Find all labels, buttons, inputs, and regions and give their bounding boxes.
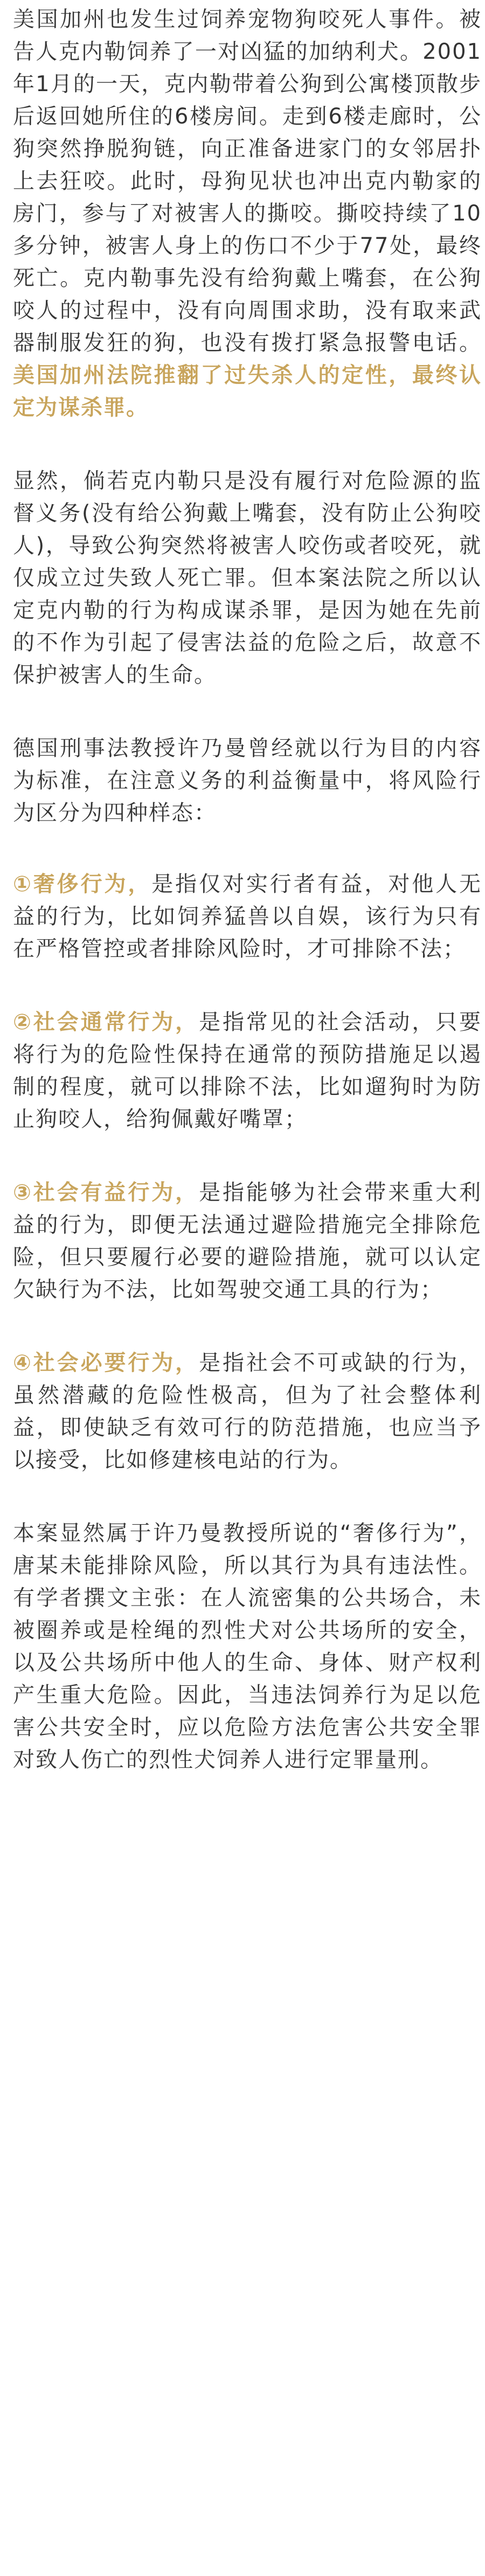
- paragraph-analysis: [13, 465, 482, 691]
- luxury-behavior-text: 是指仅对实行者有益，对他人无益的行为，比如饲养猛兽以自娱，该行为只有在严格管控或者排除风险时，才可排除不法；: [13, 872, 482, 961]
- paragraph-beneficial-behavior: [13, 1176, 482, 1306]
- paragraph-case-facts: [13, 3, 482, 424]
- beneficial-behavior-heading: ③社会有益行为，: [13, 1180, 199, 1205]
- case-facts-text: 美国加州也发生过饲养宠物狗咬死人事件。被告人克内勒饲养了一对凶猛的加纳利犬。2001年1月的一天，克内勒带着公狗到公寓楼顶散步后返回她所住的6楼房间。走到6楼走廊时，公狗突然挣脱狗链，向正准备进家门的女邻居扑上去狂咬。此时，母狗见状也冲出克内勒家的房门，参与了对被害人的撕咬。撕咬持续了10多分钟，被害人身上的伤口不少于77处，最终死亡。克内勒事先没有给狗戴上嘴套，在公狗咬人的过程中，没有向周围求助，没有取来武器制服发狂的狗，也没有拨打紧急报警电话。: [13, 7, 482, 355]
- luxury-behavior-heading: ①奢侈行为，: [13, 872, 152, 897]
- paragraph-schunemann-intro: [13, 732, 482, 829]
- paragraph-conclusion: [13, 1517, 482, 1776]
- schunemann-intro-text: 德国刑事法教授许乃曼曾经就以行为目的内容为标准，在注意义务的利益衡量中，将风险行为区分为四种样态：: [13, 736, 482, 825]
- necessary-behavior-text: 是指社会不可或缺的行为，虽然潜藏的危险性极高，但为了社会整体利益，即使缺乏有效可行的防范措施，也应当予以接受，比如修建核电站的行为。: [13, 1351, 482, 1472]
- paragraph-necessary-behavior: [13, 1347, 482, 1476]
- paragraph-ordinary-behavior: [13, 1006, 482, 1135]
- conclusion-text: 本案显然属于许乃曼教授所说的“奢侈行为”，唐某未能排除风险，所以其行为具有违法性。有学者撰文主张：在人流密集的公共场合，未被圈养或是栓绳的烈性犬对公共场所的安全，以及公共场所中他人的生命、身体、财产权利产生重大危险。因此，当违法饲养行为足以危害公共安全时，应以危险方法危害公共安全罪对致人伤亡的烈性犬饲养人进行定罪量刑。: [13, 1521, 482, 1772]
- ordinary-behavior-text: 是指常见的社会活动，只要将行为的危险性保持在通常的预防措施足以遏制的程度，就可以排除不法，比如遛狗时为防止狗咬人，给狗佩戴好嘴罩；: [13, 1010, 482, 1132]
- paragraph-luxury-behavior: [13, 868, 482, 965]
- beneficial-behavior-text: 是指能够为社会带来重大利益的行为，即便无法通过避险措施完全排除危险，但只要履行必要的避险措施，就可以认定欠缺行为不法，比如驾驶交通工具的行为；: [13, 1180, 482, 1302]
- analysis-text: 显然，倘若克内勒只是没有履行对危险源的监督义务(没有给公狗戴上嘴套，没有防止公狗咬人)，导致公狗突然将被害人咬伤或者咬死，就仅成立过失致人死亡罪。但本案法院之所以认定克内勒的行为构成谋杀罪，是因为她在先前的不作为引起了侵害法益的危险之后，故意不保护被害人的生命。: [13, 469, 482, 687]
- necessary-behavior-heading: ④社会必要行为，: [13, 1351, 199, 1375]
- ordinary-behavior-heading: ②社会通常行为，: [13, 1010, 199, 1035]
- court-ruling-highlight: 美国加州法院推翻了过失杀人的定性，最终认定为谋杀罪。: [13, 363, 482, 420]
